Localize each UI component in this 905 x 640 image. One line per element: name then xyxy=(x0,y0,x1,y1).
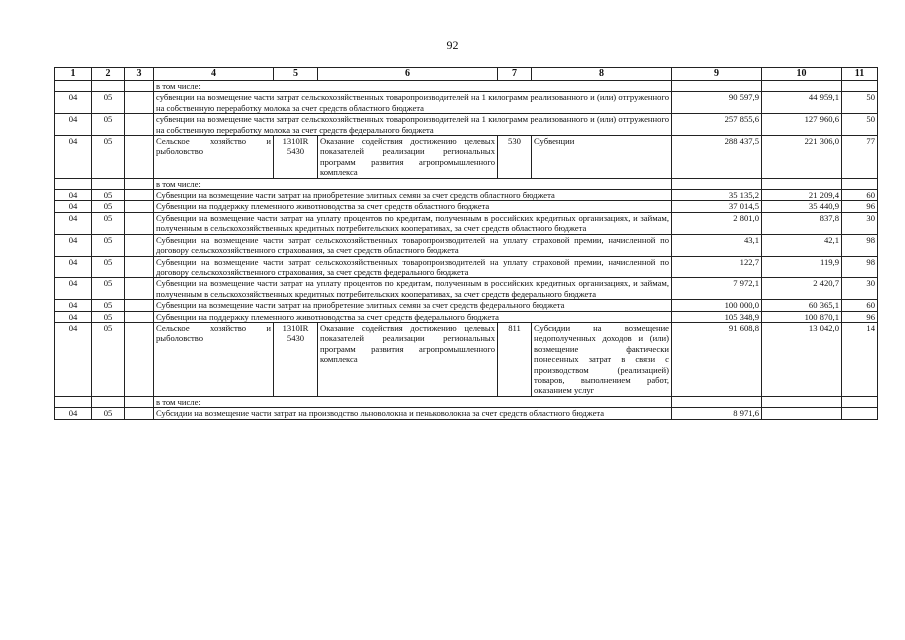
subsection-code: 05 xyxy=(92,136,125,179)
planned-amount: 8 971,6 xyxy=(672,408,762,419)
actual-amount: 221 306,0 xyxy=(762,136,842,179)
section-code: 04 xyxy=(55,190,92,201)
actual-amount: 2 420,7 xyxy=(762,278,842,300)
cell-empty xyxy=(762,396,842,407)
cell-empty xyxy=(55,178,92,189)
expense-type-name: Субсидии на возмещение недополученных доходов и (или) возмещение фактически понесенных затрат в связи с производством (реализацией) товаров, выполнением работ, оказанием услуг xyxy=(532,322,672,396)
actual-amount: 837,8 xyxy=(762,212,842,234)
col-header: 3 xyxy=(125,68,154,81)
cell-empty xyxy=(842,178,878,189)
cell-empty xyxy=(842,81,878,92)
subsection-code: 05 xyxy=(92,322,125,396)
execution-percent: 30 xyxy=(842,212,878,234)
cell-empty xyxy=(125,234,154,256)
section-code: 04 xyxy=(55,278,92,300)
sub-items-label: в том числе: xyxy=(154,178,672,189)
actual-amount: 13 042,0 xyxy=(762,322,842,396)
table-row xyxy=(55,300,878,311)
cell-empty xyxy=(125,256,154,278)
target-article-code: 1310IR 5430 xyxy=(274,136,318,179)
section-code: 04 xyxy=(55,408,92,419)
execution-percent: 30 xyxy=(842,278,878,300)
col-header: 6 xyxy=(318,68,498,81)
cell-empty xyxy=(125,408,154,419)
section-code: 04 xyxy=(55,311,92,322)
item-description: Субвенции на возмещение части затрат на приобретение элитных семян за счет средств областного бюджета xyxy=(154,190,672,201)
page-number: 92 xyxy=(446,38,459,52)
item-description: Субвенции на поддержку племенного животноводства за счет средств федерального бюджета xyxy=(154,311,672,322)
cell-empty xyxy=(92,81,125,92)
section-code: 04 xyxy=(55,300,92,311)
execution-percent: 60 xyxy=(842,190,878,201)
col-header: 8 xyxy=(532,68,672,81)
subsection-code: 05 xyxy=(92,408,125,419)
cell-empty xyxy=(125,114,154,136)
item-description: Субвенции на возмещение части затрат на уплату процентов по кредитам, полученным в российских кредитных организациях, и займам, полученным в сельскохозяйственных кредитных потребительских кооперативах, за счет средств областного бюджета xyxy=(154,212,672,234)
col-header: 9 xyxy=(672,68,762,81)
table-row xyxy=(55,81,878,92)
cell-empty xyxy=(125,212,154,234)
section-code: 04 xyxy=(55,92,92,114)
cell-empty xyxy=(125,81,154,92)
subsection-code: 05 xyxy=(92,278,125,300)
subsection-code: 05 xyxy=(92,201,125,212)
section-code: 04 xyxy=(55,256,92,278)
header-row xyxy=(55,68,878,81)
cell-empty xyxy=(92,178,125,189)
cell-empty xyxy=(125,396,154,407)
cell-empty xyxy=(125,300,154,311)
cell-empty xyxy=(762,81,842,92)
expense-type-code: 530 xyxy=(498,136,532,179)
budget-table xyxy=(54,67,878,420)
execution-percent: 98 xyxy=(842,256,878,278)
subsection-code: 05 xyxy=(92,114,125,136)
section-name: Сельское хозяйство и рыболовство xyxy=(154,136,274,179)
sub-items-label: в том числе: xyxy=(154,396,672,407)
table-row xyxy=(55,234,878,256)
planned-amount: 7 972,1 xyxy=(672,278,762,300)
cell-empty xyxy=(125,92,154,114)
cell-empty xyxy=(672,81,762,92)
section-code: 04 xyxy=(55,136,92,179)
subsection-code: 05 xyxy=(92,212,125,234)
planned-amount: 90 597,9 xyxy=(672,92,762,114)
table-row xyxy=(55,256,878,278)
actual-amount: 100 870,1 xyxy=(762,311,842,322)
cell-empty xyxy=(55,81,92,92)
execution-percent: 96 xyxy=(842,311,878,322)
planned-amount: 257 855,6 xyxy=(672,114,762,136)
actual-amount: 35 440,9 xyxy=(762,201,842,212)
item-description: субвенции на возмещение части затрат сельскохозяйственных товаропроизводителей на 1 килограмм реализованного и (или) отгруженного на собственную переработку молока за счет средств федерального бюджета xyxy=(154,114,672,136)
planned-amount: 35 135,2 xyxy=(672,190,762,201)
item-description: Субвенции на возмещение части затрат на приобретение элитных семян за счет средств федерального бюджета xyxy=(154,300,672,311)
article-name: Оказание содействия достижению целевых показателей реализации региональных программ развития агропромышленного комплекса xyxy=(318,136,498,179)
section-code: 04 xyxy=(55,201,92,212)
expense-type-name: Субвенции xyxy=(532,136,672,179)
cell-empty xyxy=(125,278,154,300)
table-body xyxy=(55,81,878,420)
table-row xyxy=(55,178,878,189)
table-row xyxy=(55,322,878,396)
execution-percent: 50 xyxy=(842,92,878,114)
expense-type-code: 811 xyxy=(498,322,532,396)
execution-percent: 77 xyxy=(842,136,878,179)
item-description: Субвенции на поддержку племенного животноводства за счет средств областного бюджета xyxy=(154,201,672,212)
cell-empty xyxy=(125,136,154,179)
cell-empty xyxy=(842,396,878,407)
section-name: Сельское хозяйство и рыболовство xyxy=(154,322,274,396)
item-description: Субвенции на возмещение части затрат сельскохозяйственных товаропроизводителей на уплату страховой премии, начисленной по договору сельскохозяйственного страхования, за счет средств федерального бюджета xyxy=(154,256,672,278)
col-header: 11 xyxy=(842,68,878,81)
planned-amount: 91 608,8 xyxy=(672,322,762,396)
table-row xyxy=(55,114,878,136)
target-article-code: 1310IR 5430 xyxy=(274,322,318,396)
actual-amount xyxy=(762,408,842,419)
planned-amount: 122,7 xyxy=(672,256,762,278)
article-name: Оказание содействия достижению целевых показателей реализации региональных программ развития агропромышленного комплекса xyxy=(318,322,498,396)
cell-empty xyxy=(672,396,762,407)
table-row xyxy=(55,408,878,419)
actual-amount: 119,9 xyxy=(762,256,842,278)
col-header: 10 xyxy=(762,68,842,81)
execution-percent: 96 xyxy=(842,201,878,212)
planned-amount: 288 437,5 xyxy=(672,136,762,179)
cell-empty xyxy=(125,201,154,212)
subsection-code: 05 xyxy=(92,234,125,256)
item-description: Субвенции на возмещение части затрат сельскохозяйственных товаропроизводителей на уплату страховой премии, начисленной по договору сельскохозяйственного страхования, за счет средств областного бюджета xyxy=(154,234,672,256)
col-header: 4 xyxy=(154,68,274,81)
section-code: 04 xyxy=(55,212,92,234)
execution-percent: 60 xyxy=(842,300,878,311)
table-row xyxy=(55,212,878,234)
execution-percent: 50 xyxy=(842,114,878,136)
sub-items-label: в том числе: xyxy=(154,81,672,92)
item-description: Субсидии на возмещение части затрат на производство льноволокна и пеньковолокна за счет средств областного бюджета xyxy=(154,408,672,419)
actual-amount: 42,1 xyxy=(762,234,842,256)
col-header: 2 xyxy=(92,68,125,81)
cell-empty xyxy=(125,311,154,322)
section-code: 04 xyxy=(55,322,92,396)
cell-empty xyxy=(55,396,92,407)
table-row xyxy=(55,311,878,322)
table-row xyxy=(55,190,878,201)
actual-amount: 44 959,1 xyxy=(762,92,842,114)
execution-percent: 14 xyxy=(842,322,878,396)
table-row xyxy=(55,201,878,212)
subsection-code: 05 xyxy=(92,256,125,278)
cell-empty xyxy=(125,322,154,396)
cell-empty xyxy=(672,178,762,189)
item-description: субвенции на возмещение части затрат сельскохозяйственных товаропроизводителей на 1 килограмм реализованного и (или) отгруженного на собственную переработку молока за счет средств областного бюджета xyxy=(154,92,672,114)
section-code: 04 xyxy=(55,114,92,136)
execution-percent: 98 xyxy=(842,234,878,256)
actual-amount: 60 365,1 xyxy=(762,300,842,311)
table-row xyxy=(55,92,878,114)
table-row xyxy=(55,278,878,300)
planned-amount: 105 348,9 xyxy=(672,311,762,322)
cell-empty xyxy=(762,178,842,189)
subsection-code: 05 xyxy=(92,311,125,322)
table-row xyxy=(55,396,878,407)
subsection-code: 05 xyxy=(92,92,125,114)
section-code: 04 xyxy=(55,234,92,256)
table-row xyxy=(55,136,878,179)
cell-empty xyxy=(125,190,154,201)
planned-amount: 37 014,5 xyxy=(672,201,762,212)
actual-amount: 21 209,4 xyxy=(762,190,842,201)
subsection-code: 05 xyxy=(92,300,125,311)
planned-amount: 100 000,0 xyxy=(672,300,762,311)
subsection-code: 05 xyxy=(92,190,125,201)
actual-amount: 127 960,6 xyxy=(762,114,842,136)
item-description: Субвенции на возмещение части затрат на уплату процентов по кредитам, полученным в российских кредитных организациях, и займам, полученным в сельскохозяйственных кредитных потребительских кооперативах, за счет средств федерального бюджета xyxy=(154,278,672,300)
col-header: 7 xyxy=(498,68,532,81)
cell-empty xyxy=(92,396,125,407)
col-header: 1 xyxy=(55,68,92,81)
planned-amount: 2 801,0 xyxy=(672,212,762,234)
planned-amount: 43,1 xyxy=(672,234,762,256)
col-header: 5 xyxy=(274,68,318,81)
cell-empty xyxy=(125,178,154,189)
execution-percent xyxy=(842,408,878,419)
